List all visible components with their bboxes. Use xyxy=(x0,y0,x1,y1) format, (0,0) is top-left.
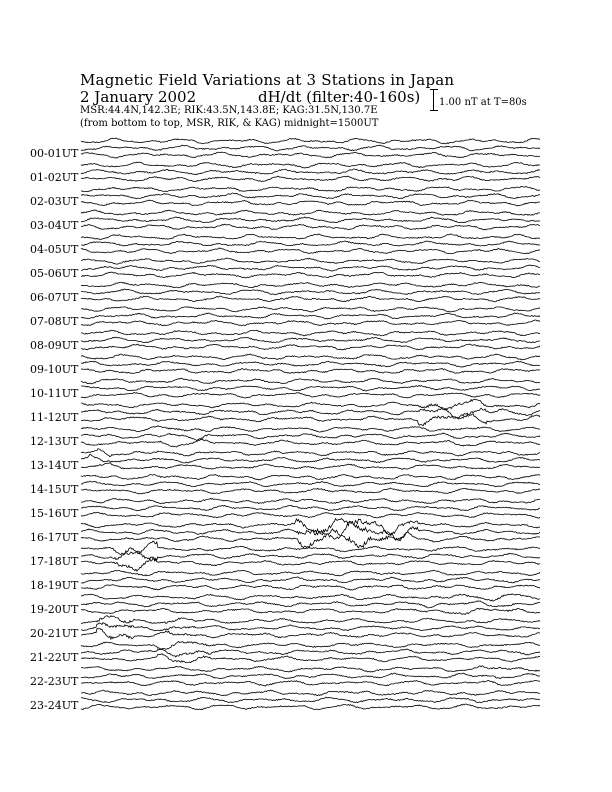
trace-msr-20-21UT xyxy=(81,629,540,640)
stations-info: MSR:44.4N,142.3E; RIK:43.5N,143.8E; KAG:31.5N,130.7E xyxy=(80,105,378,116)
trace-rik-13-14UT xyxy=(81,454,540,463)
trace-kag-01-02UT xyxy=(81,162,540,168)
trace-msr-22-23UT xyxy=(81,681,540,686)
trace-rik-08-09UT xyxy=(81,337,540,343)
scale-label: 1.00 nT at T=80s xyxy=(439,97,527,108)
row-label: 21-22UT xyxy=(30,651,79,664)
trace-rik-02-03UT xyxy=(81,193,540,199)
trace-kag-13-14UT xyxy=(81,449,540,457)
trace-msr-12-13UT xyxy=(81,439,540,447)
trace-kag-08-09UT xyxy=(81,330,540,336)
trace-kag-05-06UT xyxy=(81,258,540,264)
trace-rik-09-10UT xyxy=(81,361,540,367)
trace-kag-15-16UT xyxy=(81,498,540,503)
trace-msr-15-16UT xyxy=(81,512,540,518)
row-label: 19-20UT xyxy=(30,603,79,616)
trace-kag-10-11UT xyxy=(81,378,540,384)
trace-rik-14-15UT xyxy=(81,481,540,487)
trace-kag-14-15UT xyxy=(81,475,540,480)
trace-rik-04-05UT xyxy=(81,241,540,246)
trace-rik-18-19UT xyxy=(81,577,540,583)
row-label: 02-03UT xyxy=(30,195,79,208)
trace-rik-20-21UT xyxy=(81,623,540,631)
row-label: 13-14UT xyxy=(30,459,79,472)
trace-msr-17-18UT xyxy=(81,558,540,571)
row-label: 22-23UT xyxy=(30,675,79,688)
row-label: 20-21UT xyxy=(30,627,79,640)
trace-msr-23-24UT xyxy=(81,704,540,710)
trace-rik-05-06UT xyxy=(81,265,540,271)
trace-kag-04-05UT xyxy=(81,234,540,240)
trace-rik-10-11UT xyxy=(81,385,540,391)
trace-kag-23-24UT xyxy=(81,690,540,696)
trace-rik-19-20UT xyxy=(81,601,540,608)
row-label: 00-01UT xyxy=(30,147,79,160)
trace-rik-07-08UT xyxy=(81,313,540,319)
trace-rik-15-16UT xyxy=(81,505,540,511)
row-label: 08-09UT xyxy=(30,339,79,352)
trace-kag-09-10UT xyxy=(81,354,540,360)
trace-kag-06-07UT xyxy=(81,282,540,288)
row-label: 05-06UT xyxy=(30,267,79,280)
row-label: 14-15UT xyxy=(30,483,79,496)
trace-rik-00-01UT xyxy=(81,145,540,151)
row-label: 18-19UT xyxy=(30,579,79,592)
trace-msr-11-12UT xyxy=(81,414,540,425)
trace-msr-05-06UT xyxy=(81,272,540,278)
trace-kag-20-21UT xyxy=(81,616,540,624)
trace-kag-11-12UT xyxy=(81,399,540,410)
trace-msr-00-01UT xyxy=(81,152,540,158)
trace-msr-13-14UT xyxy=(81,463,540,470)
trace-kag-12-13UT xyxy=(81,426,540,432)
row-label: 12-13UT xyxy=(30,435,79,448)
trace-rik-01-02UT xyxy=(81,169,540,175)
chart-title: Magnetic Field Variations at 3 Stations in Japan xyxy=(80,71,455,89)
row-label: 23-24UT xyxy=(30,699,79,712)
trace-msr-10-11UT xyxy=(81,393,540,399)
trace-msr-09-10UT xyxy=(81,369,540,374)
row-label: 04-05UT xyxy=(30,243,79,256)
row-label: 17-18UT xyxy=(30,555,79,568)
row-label: 11-12UT xyxy=(30,411,79,424)
row-label: 16-17UT xyxy=(30,531,79,544)
trace-kag-02-03UT xyxy=(81,186,540,191)
trace-rik-03-04UT xyxy=(81,217,540,223)
trace-msr-01-02UT xyxy=(81,176,540,182)
row-label: 09-10UT xyxy=(30,363,79,376)
row-label: 10-11UT xyxy=(30,387,79,400)
quantity-label: dH/dt (filter:40-160s) xyxy=(258,88,421,106)
trace-msr-18-19UT xyxy=(81,585,540,590)
row-label: 01-02UT xyxy=(30,171,79,184)
trace-kag-07-08UT xyxy=(81,307,540,312)
trace-msr-06-07UT xyxy=(81,296,540,302)
trace-rik-22-23UT xyxy=(81,673,540,679)
row-label: 03-04UT xyxy=(30,219,79,232)
trace-kag-21-22UT xyxy=(81,642,540,650)
trace-kag-03-04UT xyxy=(81,210,540,215)
row-label: 15-16UT xyxy=(30,507,79,520)
trace-msr-04-05UT xyxy=(81,248,540,254)
trace-msr-16-17UT xyxy=(81,529,540,548)
trace-kag-22-23UT xyxy=(81,666,540,672)
row-label: 07-08UT xyxy=(30,315,79,328)
trace-msr-07-08UT xyxy=(81,320,540,326)
trace-rik-23-24UT xyxy=(81,697,540,703)
trace-rik-06-07UT xyxy=(81,289,540,295)
trace-kag-19-20UT xyxy=(81,594,540,601)
trace-msr-21-22UT xyxy=(81,654,540,663)
trace-msr-19-20UT xyxy=(81,608,540,614)
trace-msr-02-03UT xyxy=(81,200,540,206)
trace-msr-08-09UT xyxy=(81,344,540,350)
trace-msr-14-15UT xyxy=(81,488,540,494)
row-label: 06-07UT xyxy=(30,291,79,304)
station-order-note: (from bottom to top, MSR, RIK, & KAG) midnight=1500UT xyxy=(80,118,379,129)
trace-rik-11-12UT xyxy=(81,408,540,419)
trace-kag-18-19UT xyxy=(81,570,540,576)
trace-msr-03-04UT xyxy=(81,224,540,230)
trace-rik-12-13UT xyxy=(81,433,540,440)
date-label: 2 January 2002 xyxy=(80,88,197,106)
trace-rik-21-22UT xyxy=(81,649,540,657)
trace-kag-00-01UT xyxy=(81,138,540,144)
